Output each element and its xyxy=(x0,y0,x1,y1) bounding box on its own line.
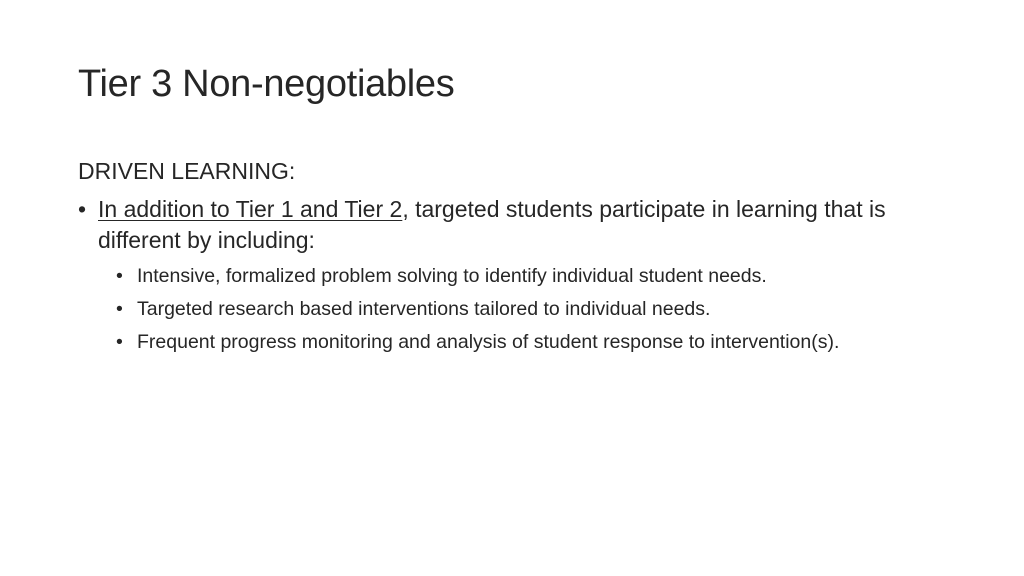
main-bullet-text: , targeted students participate in learning that is different by including: xyxy=(98,196,886,253)
sub-bullet-text: Frequent progress monitoring and analysis of student response to intervention(s). xyxy=(137,331,840,353)
main-bullet-item xyxy=(78,194,938,356)
sub-bullet-text: Intensive, formalized problem solving to identify individual student needs. xyxy=(137,265,767,287)
slide-title: Tier 3 Non-negotiables xyxy=(78,63,455,105)
sub-bullet-list xyxy=(98,262,938,356)
slide-body xyxy=(78,156,938,362)
bullet-icon: • xyxy=(78,196,87,222)
section-heading: DRIVEN LEARNING: xyxy=(78,158,296,184)
sub-bullet-item xyxy=(116,328,938,356)
main-bullet-underlined-text: In addition to Tier 1 and Tier 2 xyxy=(98,196,403,222)
sub-bullet-text: Targeted research based interventions tailored to individual needs. xyxy=(137,298,711,320)
bullet-list xyxy=(78,194,938,356)
bullet-icon: • xyxy=(116,298,123,320)
bullet-icon: • xyxy=(116,265,123,287)
bullet-icon: • xyxy=(116,331,123,353)
sub-bullet-item xyxy=(116,295,938,323)
sub-bullet-item xyxy=(116,262,938,290)
